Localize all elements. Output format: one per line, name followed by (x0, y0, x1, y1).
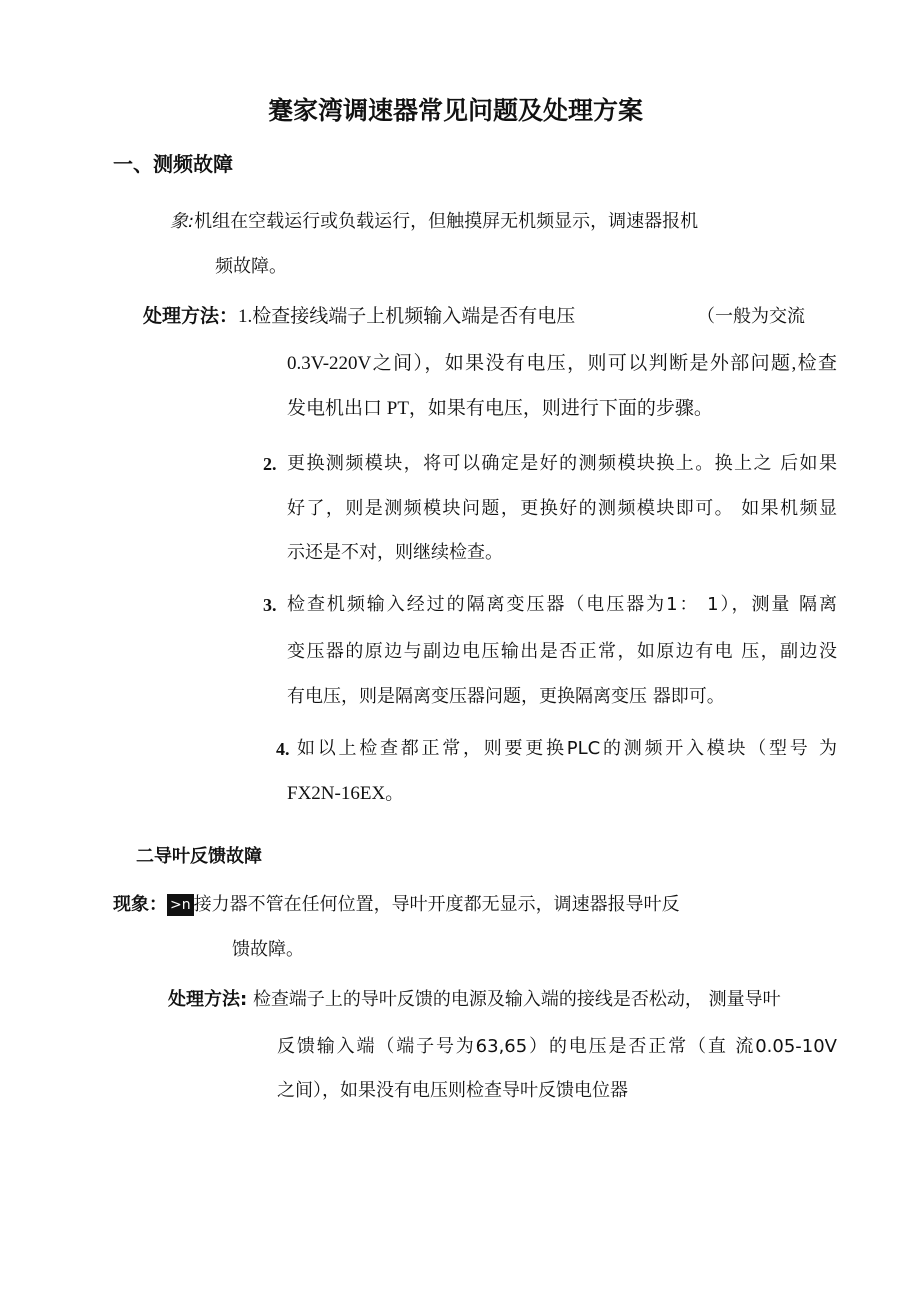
step3-line2: 变压器的原边与副边电压输出是否正常，如原边有电 压，副边没 (287, 641, 837, 662)
section2-method-line3: 之间），如果没有电压则检查导叶反馈电位器 (277, 1080, 628, 1101)
phenomenon-label: 象: (170, 211, 195, 232)
page-title: 蹇家湾调速器常见问题及处理方案 (268, 96, 644, 125)
method-label: 处理方法： (143, 306, 239, 327)
section1-heading: 一、测频故障 (113, 152, 233, 176)
step4-line1: 如以上检查都正常，则要更换PLC的测频开入模块（型号 为 (297, 738, 837, 759)
phenomenon-text-cont: 频故障。 (215, 256, 287, 277)
phenomenon-text: 接力器不管在任何位置，导叶开度都无显示，调速器报导叶反 (193, 894, 680, 915)
method-label: 处理方法: (168, 989, 248, 1010)
step4-line2: FX2N-16EX。 (287, 783, 405, 804)
step1-line3: 发电机出口 PT，如果有电压，则进行下面的步骤。 (287, 398, 713, 419)
step2-line1: 更换测频模块，将可以确定是好的测频模块换上。换上之 后如果 (287, 453, 837, 474)
section2-phenomenon (113, 893, 680, 917)
step1-text: 1.检查接线端子上机频输入端是否有电压 (238, 306, 576, 327)
section2-method-line1 (168, 988, 781, 1012)
phenomenon-text: 机组在空载运行或负载运行，但触摸屏无机频显示，调速器报机 (194, 211, 699, 232)
step3-line3: 有电压，则是隔离变压器问题，更换隔离变压 器即可。 (287, 686, 725, 707)
step2-line2: 好了，则是测频模块问题，更换好的测频模块即可。 如果机频显 (287, 498, 837, 519)
step2-line3: 示还是不对，则继续检查。 (287, 542, 503, 563)
step1-line1 (143, 305, 575, 329)
method-text: 检查端子上的导叶反馈的电源及输入端的接线是否松动， 测量导叶 (252, 989, 781, 1010)
section1-phenomenon (170, 210, 698, 234)
step3-line1: 检查机频输入经过的隔离变压器（电压器为1： 1），测量 隔离 (287, 594, 837, 615)
phenomenon-label: 现象： (113, 894, 167, 915)
phenomenon-text-cont: 馈故障。 (232, 939, 304, 960)
step2-number: 2. (263, 454, 277, 474)
highlight-mark: >n (167, 894, 194, 916)
step3-number: 3. (263, 595, 277, 615)
step1-line2: 0.3V-220V之间），如果没有电压，则可以判断是外部问题,检查 (287, 353, 837, 374)
step4-number: 4. (276, 739, 290, 759)
section2-method-line2: 反馈输入端（端子号为63,65）的电压是否正常（直 流0.05-10V (277, 1036, 837, 1057)
section2-heading: 二导叶反馈故障 (136, 846, 262, 867)
step1-text-b: （一般为交流 (697, 306, 805, 327)
